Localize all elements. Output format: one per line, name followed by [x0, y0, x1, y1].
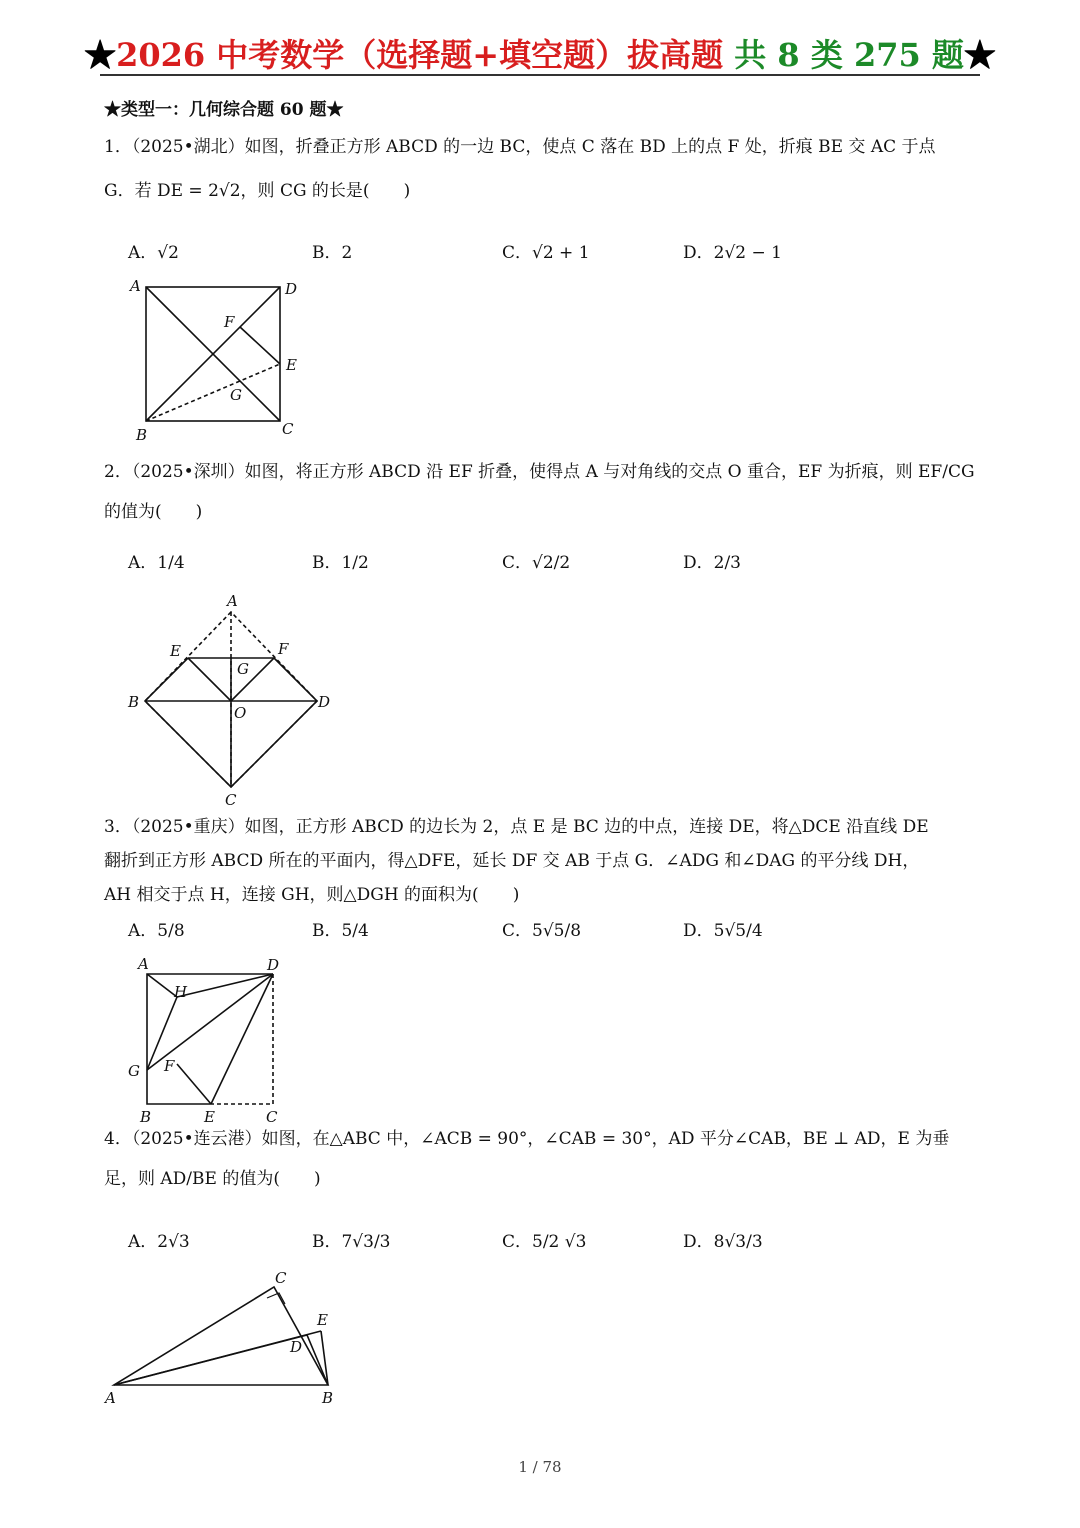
question-text: 的值为( ) — [104, 502, 203, 522]
option-c[interactable]: C．5√5/8 — [502, 921, 582, 941]
svg-text:E: E — [317, 1311, 328, 1329]
svg-text:F: F — [164, 1057, 175, 1075]
svg-text:G: G — [237, 660, 249, 678]
fold-be — [146, 364, 280, 421]
svg-text:E: E — [286, 356, 297, 374]
question-text: AH 相交于点 H，连接 GH，则△DGH 的面积为( ) — [104, 885, 520, 905]
option-d[interactable]: D．5√5/4 — [683, 921, 763, 941]
question-text: 如图，正方形 ABCD 的边长为 2，点 E 是 BC 边的中点，连接 DE，将△DCE 沿直线 DE — [244, 817, 929, 837]
title-divider — [100, 74, 980, 76]
question-text: 如图，将正方形 ABCD 沿 EF 折叠，使得点 A 与对角线的交点 O 重合，EF 为折痕，则 EF/CG — [244, 462, 975, 482]
question-3 — [104, 810, 980, 912]
option-c[interactable]: C．√2/2 — [502, 553, 571, 573]
question-source: （2025•湖北） — [131, 137, 245, 157]
svg-text:B: B — [136, 426, 148, 444]
option-b[interactable]: B．1/2 — [312, 553, 369, 573]
question-text: G．若 DE = 2√2，则 CG 的长是( ) — [104, 181, 411, 201]
question-source: （2025•深圳） — [131, 462, 245, 482]
svg-text:C: C — [275, 1269, 287, 1287]
segment-fe — [240, 327, 280, 364]
question-source: （2025•连云港） — [131, 1129, 262, 1149]
option-a[interactable]: A．√2 — [128, 243, 179, 263]
svg-text:C: C — [225, 791, 237, 809]
title-red: 2026 中考数学（选择题+填空题）拔高题 — [116, 36, 724, 74]
option-a[interactable]: A．1/4 — [128, 553, 185, 573]
option-b[interactable]: B．7√3/3 — [312, 1232, 391, 1252]
figure-q1 — [120, 272, 320, 447]
question-source: （2025•重庆） — [131, 817, 245, 837]
title-green: 共 8 类 275 题 — [734, 36, 964, 74]
svg-text:A: A — [105, 1389, 116, 1407]
star-icon: ★ — [963, 36, 996, 74]
option-d[interactable]: D．2√2 − 1 — [683, 243, 782, 263]
question-text: 如图，折叠正方形 ABCD 的一边 BC，使点 C 落在 BD 上的点 F 处，折痕 BE 交 AC 于点 — [244, 137, 936, 157]
svg-text:G: G — [230, 386, 242, 404]
svg-text:D: D — [318, 693, 331, 711]
section-title: ★类型一：几何综合题 60 题★ — [104, 100, 344, 120]
figure-q3 — [120, 952, 300, 1127]
star-icon: ★ — [84, 36, 117, 74]
svg-text:E: E — [204, 1108, 215, 1126]
svg-text:D: D — [285, 280, 298, 298]
question-text: 如图，在△ABC 中，∠ACB = 90°，∠CAB = 30°，AD 平分∠CAB，BE ⊥ AD，E 为垂 — [261, 1129, 950, 1149]
svg-text:B: B — [140, 1108, 152, 1126]
question-2 — [104, 455, 980, 529]
svg-text:D: D — [267, 956, 280, 974]
option-b[interactable]: B．2 — [312, 243, 353, 263]
question-number: 2． — [104, 462, 132, 482]
svg-text:E: E — [170, 642, 181, 660]
option-c[interactable]: C．√2 + 1 — [502, 243, 590, 263]
question-1 — [104, 130, 980, 208]
question-text: 翻折到正方形 ABCD 所在的平面内，得△DFE，延长 DF 交 AB 于点 G．∠ADG 和∠DAG 的平分线 DH， — [104, 851, 920, 871]
figure-q2 — [120, 590, 340, 810]
question-number: 4． — [104, 1129, 132, 1149]
svg-text:A: A — [130, 277, 141, 295]
svg-text:F: F — [224, 313, 235, 331]
svg-text:A: A — [138, 955, 149, 973]
option-a[interactable]: A．2√3 — [128, 1232, 190, 1252]
page-number: 1 / 78 — [518, 1458, 562, 1476]
svg-text:D: D — [290, 1338, 303, 1356]
svg-text:C: C — [282, 420, 294, 438]
option-c[interactable]: C．5/2 √3 — [502, 1232, 587, 1252]
option-a[interactable]: A．5/8 — [128, 921, 185, 941]
svg-text:C: C — [266, 1108, 278, 1126]
figure-q4 — [100, 1265, 350, 1410]
svg-text:H: H — [174, 983, 188, 1001]
svg-text:F: F — [278, 640, 289, 658]
svg-text:B: B — [128, 693, 140, 711]
question-number: 3． — [104, 817, 132, 837]
option-b[interactable]: B．5/4 — [312, 921, 369, 941]
option-d[interactable]: D．8√3/3 — [683, 1232, 763, 1252]
svg-text:G: G — [128, 1062, 140, 1080]
svg-text:O: O — [234, 704, 247, 722]
svg-text:B: B — [322, 1389, 334, 1407]
document-title — [0, 30, 1080, 76]
question-number: 1． — [104, 137, 132, 157]
question-4 — [104, 1122, 980, 1196]
option-d[interactable]: D．2/3 — [683, 553, 741, 573]
question-text: 足，则 AD/BE 的值为( ) — [104, 1169, 321, 1189]
svg-text:A: A — [227, 592, 238, 610]
